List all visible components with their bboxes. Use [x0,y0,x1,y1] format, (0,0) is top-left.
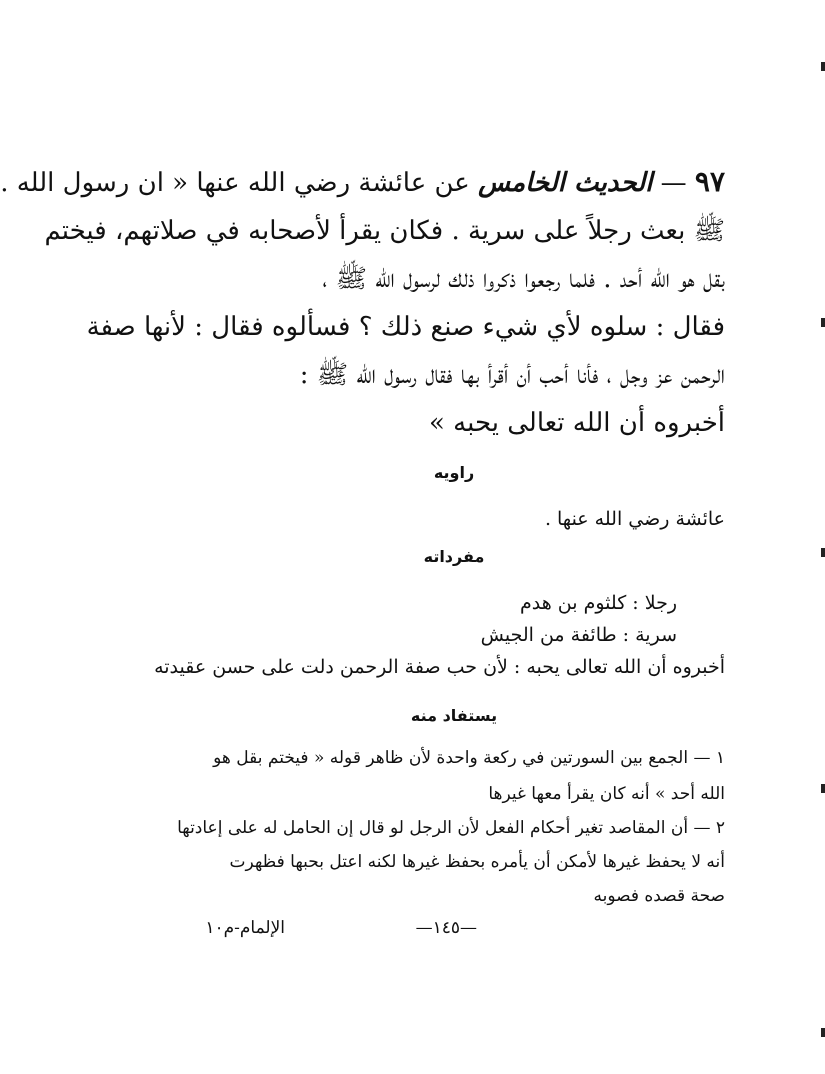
vocabulary-heading: مفرداته [423,547,485,566]
scan-edge-mark [821,1028,825,1037]
signature-mark: الإلمام-م١٠ [205,918,285,938]
lesson-line: الله أحد » أنه كان يقرأ معها غيرها [488,784,725,804]
page-number: —١٤٥— [415,918,477,938]
hadith-line: ﷺ بعث رجلاً على سرية . فكان يقرأ لأصحابه في صلاتهم، فيختم [44,216,725,246]
hadith-dash: — [660,168,687,198]
vocabulary-item: سرية : طائفة من الجيش [480,624,677,646]
lesson-line: ٢ — أن المقاصد تغير أحكام الفعل لأن الرجل لو قال إن الحامل له على إعادتها [177,818,725,838]
lesson-line: ١ — الجمع بين السورتين في ركعة واحدة لأن ظاهر قوله « فيختم بقل هو [213,748,725,768]
lessons-heading: يستفاد منه [410,706,498,725]
scan-edge-mark [821,318,825,327]
scan-edge-mark [821,784,825,793]
hadith-line [0,158,725,207]
hadith-number: ٩٧ [694,165,725,198]
hadith-line: الرحمن عز وجل ، فأنا أحب أن أقرأ بها فقال رسول الله ﷺ : [299,360,725,390]
narrator-heading: راويه [433,463,475,482]
hadith-line: فقال : سلوه لأي شيء صنع ذلك ؟ فسألوه فقال : لأنها صفة [86,312,725,342]
vocabulary-item: أخبروه أن الله تعالى يحبه : لأن حب صفة الرحمن دلت على حسن عقيدته [154,656,725,678]
hadith-line: أخبروه أن الله تعالى يحبه » [428,408,725,438]
vocabulary-item: رجلا : كلثوم بن هدم [520,592,677,614]
hadith-title: الحديث الخامس [478,168,653,198]
lesson-line: صحة قصده فصوبه [593,886,725,906]
hadith-paragraph [0,158,725,447]
hadith-line: بقل هو الله أحد . فلما رجعوا ذكروا ذلك لرسول الله ﷺ ، [322,264,725,294]
narrator-text: عائشة رضي الله عنها . [544,508,725,530]
hadith-line-text: عن عائشة رضي الله عنها « ان رسول الله . [0,168,470,198]
scan-edge-mark [821,62,825,71]
scan-edge-mark [821,548,825,557]
lesson-line: أنه لا يحفظ غيرها لأمكن أن يأمره بحفظ غيرها لكنه اعتل بحبها فظهرت [229,852,725,872]
